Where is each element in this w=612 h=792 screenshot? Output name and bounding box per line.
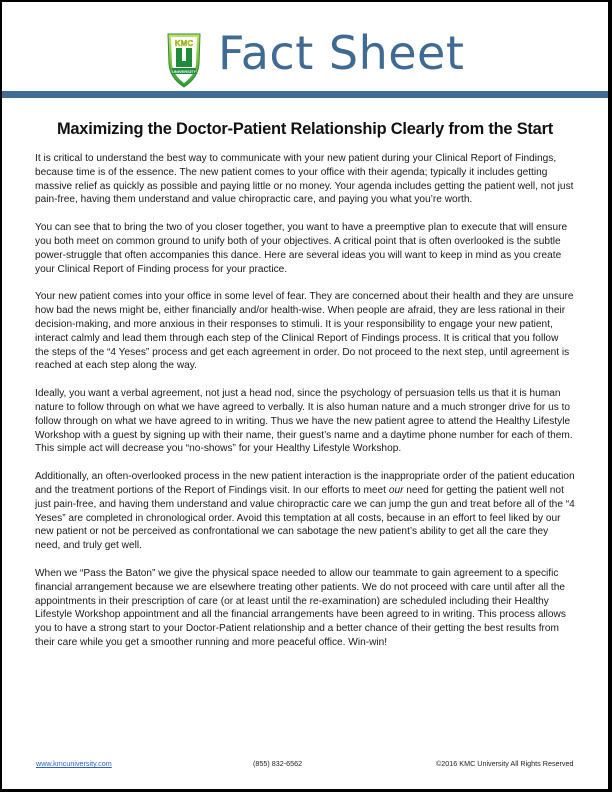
website-link[interactable]: www.kmcuniversity.com	[36, 759, 112, 768]
paragraph-5	[35, 470, 575, 553]
paragraph-3: Your new patient comes into your office in some level of fear. They are concerned about their health and they are unsure how bad the news might be, either financially and/or health-wise. When people are afraid, they are less rational in their decision-making, and more anxious in their responses to stimuli. It is your responsibility to engage your new patient, interact calmly and lead them through each step of the Clinical Report of Findings process. It is critical that you follow the steps of the “4 Yeses” process and get each agreement in order. Do not proceed to the next step, until agreement is reached at each step along the way.	[35, 291, 574, 372]
svg-text:UNIVERSITY: UNIVERSITY	[171, 69, 197, 74]
paragraph-1: It is critical to understand the best way to communicate with your new patient during your Clinical Report of Findings, because time is of the essence. The new patient comes to your office with their agenda; typically it includes getting massive relief as quickly as possible and paying little or no money. Your agenda includes getting the patient well, not just pain-free, having them understand and value chiropractic care, and paying you what you’re worth.	[35, 153, 574, 206]
kmc-university-logo	[166, 30, 202, 90]
header	[2, 2, 608, 97]
svg-text:KMC: KMC	[174, 39, 194, 48]
shield-logo-icon	[166, 30, 202, 90]
fact-sheet-page	[2, 2, 608, 789]
document-title: Maximizing the Doctor-Patient Relationship Clearly from the Start	[56, 120, 554, 138]
paragraph-6: When we “Pass the Baton” we give the physical space needed to allow our teammate to gain agreement to a specific financial arrangement because we are elsewhere treating other patients. We do not proceed with care until after all the appointments in their prescription of care (or at least until the re-examination) are scheduled including their Healthy Lifestyle Workshop appointment and all the financial arrangements have been agreed to in writing. This process allows you to have a strong start to your Doctor-Patient relationship and a better chance of their getting the best results from their care while you get a smoother running and more peaceful office. Win-win!	[35, 567, 566, 648]
paragraph-5-text-after: need for getting the patient well not just pain-free, and having them understand and value chiropractic care we can jump the gun and treat before all of the “4 Yeses” are completed in chronological order. Avoid this temptation at all costs, because in an effort to feel liked by our new patient or not be perceived as confrontational we can sabotage the new patient’s ability to get all the care they need, and truly get well.	[35, 484, 575, 552]
phone-number: (855) 832-6562	[253, 759, 303, 768]
paragraph-5-text-before: Additionally, an often-overlooked process in the new patient interaction is the inappropriate order of the patient education and the treatment portions of the Report of Findings visit. In our efforts to meet	[35, 471, 575, 496]
header-divider-bar	[2, 91, 608, 98]
paragraph-5-emphasis: our	[388, 484, 404, 496]
fact-sheet-title: Fact Sheet	[218, 26, 465, 80]
paragraph-4: Ideally, you want a verbal agreement, not just a head nod, since the psychology of persuasion tells us that it is human nature to follow through on what we have agreed to verbally. It is also human nature and a much stronger drive for us to follow through on what we have agreed to in writing. Thus we have the new patient agree to attend the Healthy Lifestyle Workshop with a guest by signing up with their name, their guest’s name and a daytime phone number for each of them. This simple act will decrease you “no-shows” for your Healthy Lifestyle Workshop.	[35, 388, 573, 455]
document-body	[35, 152, 575, 664]
paragraph-2: You can see that to bring the two of you closer together, you want to have a preemptive plan to execute that will ensure you both meet on common ground to unify both of your objectives. A critical point that is often overlooked is the subtle power-struggle that often accompanies this dance. Here are several ideas you will want to keep in mind as you create your Clinical Report of Finding process for your practice.	[35, 222, 568, 275]
copyright-notice: ©2016 KMC University All Rights Reserved	[436, 759, 574, 768]
